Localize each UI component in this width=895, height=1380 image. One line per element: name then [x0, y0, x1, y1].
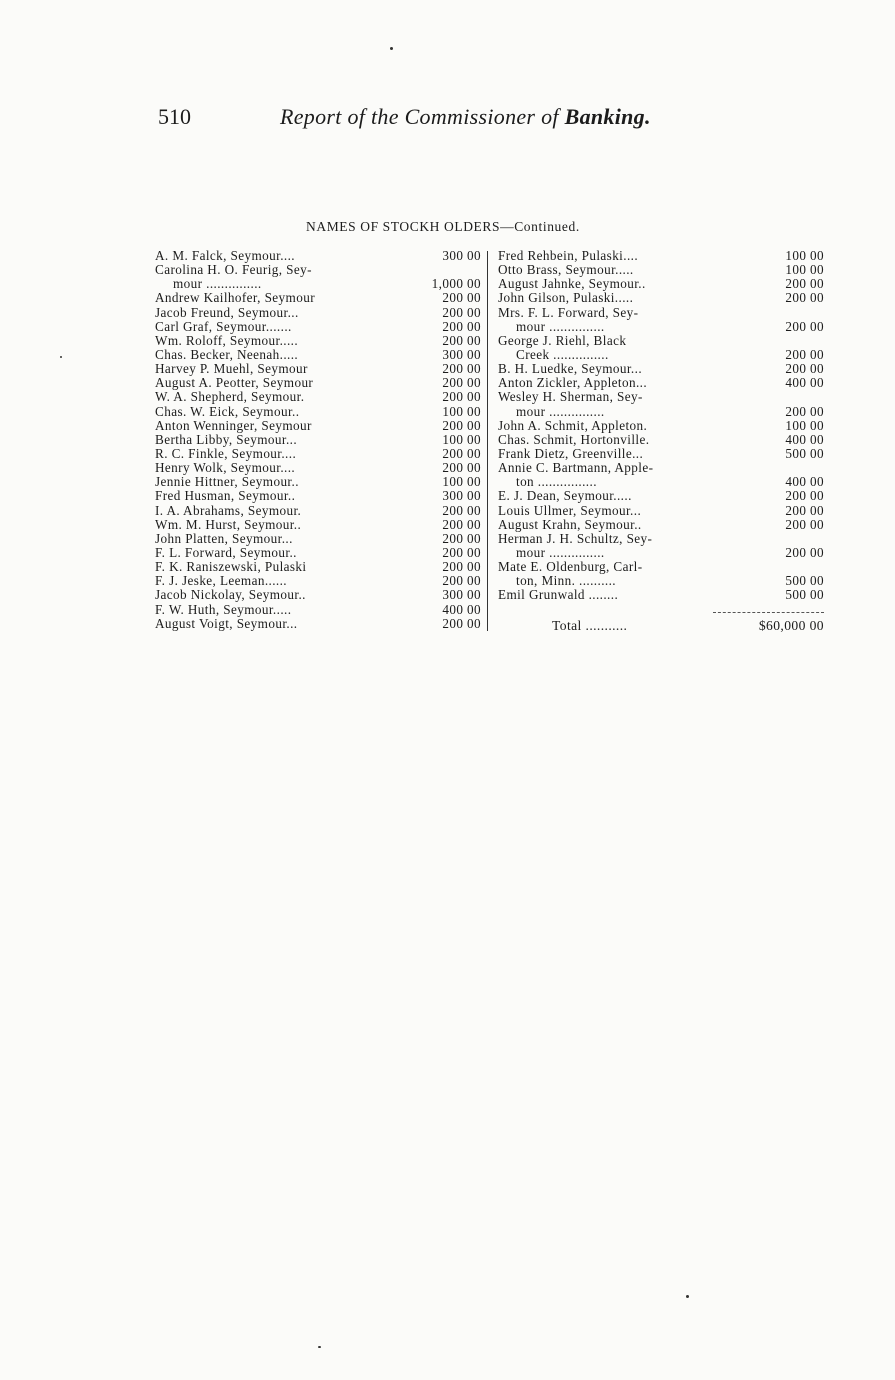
stockholder-amount — [750, 334, 824, 348]
stockholder-row — [498, 475, 824, 489]
stockholder-row — [498, 362, 824, 376]
stockholder-name: A. M. Falck, Seymour.... — [155, 249, 296, 263]
stockholder-name: Wm. Roloff, Seymour..... — [155, 333, 299, 348]
stockholder-row — [155, 348, 481, 362]
running-head-bold: Banking. — [564, 104, 651, 129]
stockholder-name: Creek ............... — [516, 347, 609, 362]
stockholder-row — [155, 306, 481, 320]
stockholder-amount: 200 00 — [442, 530, 481, 546]
stockholder-amount: 200 00 — [442, 361, 481, 377]
stockholder-row — [498, 532, 824, 546]
stockholder-row — [498, 348, 824, 362]
stockholder-name: R. C. Finkle, Seymour.... — [155, 446, 297, 461]
stockholder-name: Chas. W. Eick, Seymour.. — [155, 404, 300, 419]
stockholder-row — [498, 291, 824, 305]
stockholder-amount: 200 00 — [442, 332, 481, 348]
stockholder-amount — [750, 532, 824, 546]
stockholder-row — [155, 405, 481, 419]
stockholder-row — [155, 574, 481, 588]
table-title: NAMES OF STOCKH OLDERS—Continued. — [306, 219, 580, 234]
stockholder-amount: 100 00 — [785, 248, 824, 263]
stockholder-row — [498, 249, 824, 263]
stockholder-amount: 200 00 — [442, 460, 481, 476]
stockholder-amount: 200 00 — [785, 346, 824, 362]
stockholder-row — [498, 560, 824, 574]
left-column — [155, 249, 481, 631]
stockholder-row — [155, 489, 481, 503]
stockholder-amount: 200 00 — [442, 445, 481, 461]
stockholder-amount: 200 00 — [785, 318, 824, 334]
stockholder-row — [155, 504, 481, 518]
stockholder-name: F. K. Raniszewski, Pulaski — [155, 560, 307, 575]
stockholder-amount: 100 00 — [442, 431, 481, 447]
stockholder-name: Harvey P. Muehl, Seymour — [155, 362, 308, 377]
stockholder-amount: 200 00 — [785, 516, 824, 532]
stockholder-row — [155, 291, 481, 305]
stockholder-name: Chas. Becker, Neenah..... — [155, 347, 299, 362]
stockholder-row — [498, 433, 824, 447]
stockholder-row — [155, 546, 481, 560]
stockholder-row — [155, 376, 481, 390]
print-speck — [60, 356, 62, 358]
stockholder-name: Bertha Libby, Seymour... — [155, 432, 298, 447]
stockholder-name: Mrs. F. L. Forward, Sey- — [498, 305, 639, 320]
stockholder-name: Frank Dietz, Greenville... — [498, 446, 644, 461]
stockholder-row — [155, 263, 481, 277]
stockholder-name: ton ................ — [516, 475, 597, 490]
page-number: 510 — [158, 104, 191, 129]
stockholder-name: August A. Peotter, Seymour — [155, 376, 314, 391]
stockholder-amount: 200 00 — [442, 304, 481, 320]
print-speck — [390, 47, 393, 50]
stockholder-name: John Gilson, Pulaski..... — [498, 291, 634, 306]
stockholder-row — [155, 419, 481, 433]
stockholder-name: W. A. Shepherd, Seymour. — [155, 390, 305, 405]
stockholder-name: mour ............... — [516, 319, 605, 334]
stockholder-amount: 200 00 — [785, 290, 824, 306]
stockholder-amount: 500 00 — [785, 587, 824, 603]
stockholder-amount: 200 00 — [442, 389, 481, 405]
stockholder-name: John A. Schmit, Appleton. — [498, 418, 648, 433]
stockholder-name: George J. Riehl, Black — [498, 333, 627, 348]
stockholder-name: Emil Grunwald ........ — [498, 588, 619, 603]
stockholder-name: Henry Wolk, Seymour.... — [155, 461, 296, 476]
stockholder-name: mour ............... — [173, 277, 262, 292]
stockholder-name: mour ............... — [516, 404, 605, 419]
stockholder-name: Wesley H. Sherman, Sey- — [498, 390, 643, 405]
stockholder-amount: 200 00 — [442, 290, 481, 306]
stockholder-row — [155, 277, 481, 291]
stockholder-row — [155, 475, 481, 489]
right-column — [498, 249, 824, 603]
stockholder-name: E. J. Dean, Seymour..... — [498, 489, 632, 504]
stockholder-name: Carl Graf, Seymour....... — [155, 319, 292, 334]
stockholder-name: August Voigt, Seymour... — [155, 616, 298, 631]
stockholder-row — [498, 489, 824, 503]
stockholder-name: Anton Wenninger, Seymour — [155, 418, 312, 433]
stockholder-row — [498, 334, 824, 348]
stockholder-row — [498, 447, 824, 461]
total-label: Total ........... — [552, 618, 628, 633]
stockholder-amount: 1,000 00 — [431, 276, 481, 292]
stockholder-amount: 500 00 — [785, 573, 824, 589]
stockholder-row — [498, 574, 824, 588]
stockholder-name: Fred Rehbein, Pulaski.... — [498, 249, 639, 263]
running-head — [280, 104, 651, 130]
stockholder-amount: 200 00 — [785, 502, 824, 518]
stockholder-amount: 200 00 — [442, 544, 481, 560]
stockholder-name: Carolina H. O. Feurig, Sey- — [155, 263, 312, 278]
stockholder-name: Jacob Nickolay, Seymour.. — [155, 588, 306, 603]
stockholder-row — [498, 277, 824, 291]
stockholder-row — [498, 419, 824, 433]
stockholder-amount: 100 00 — [442, 403, 481, 419]
stockholder-name: August Krahn, Seymour.. — [498, 517, 642, 532]
stockholder-amount: 300 00 — [442, 248, 481, 263]
stockholder-row — [155, 334, 481, 348]
stockholder-amount: 200 00 — [442, 573, 481, 589]
stockholder-amount — [750, 560, 824, 574]
total-amount: $60,000 00 — [758, 618, 824, 633]
stockholder-name: B. H. Luedke, Seymour... — [498, 362, 643, 377]
stockholder-name: mour ............... — [516, 545, 605, 560]
stockholder-name: F. L. Forward, Seymour.. — [155, 545, 297, 560]
stockholder-amount — [750, 306, 824, 320]
stockholder-name: Chas. Schmit, Hortonville. — [498, 432, 650, 447]
stockholder-amount: 400 00 — [785, 474, 824, 490]
print-speck — [686, 1295, 689, 1298]
stockholder-amount: 100 00 — [442, 474, 481, 490]
total-rule — [713, 612, 824, 613]
stockholder-amount: 300 00 — [442, 587, 481, 603]
stockholder-name: I. A. Abrahams, Seymour. — [155, 503, 302, 518]
stockholder-row — [498, 546, 824, 560]
stockholder-amount: 400 00 — [442, 601, 481, 617]
stockholder-amount: 400 00 — [785, 431, 824, 447]
stockholder-row — [498, 518, 824, 532]
stockholder-row — [155, 518, 481, 532]
stockholder-row — [155, 617, 481, 631]
stockholder-name: F. W. Huth, Seymour..... — [155, 602, 292, 617]
stockholder-name: Jennie Hittner, Seymour.. — [155, 475, 299, 490]
stockholder-name: Annie C. Bartmann, Apple- — [498, 461, 654, 476]
stockholder-row — [155, 532, 481, 546]
stockholder-amount: 200 00 — [785, 403, 824, 419]
stockholder-row — [498, 263, 824, 277]
stockholder-amount: 200 00 — [785, 488, 824, 504]
stockholder-row — [155, 447, 481, 461]
stockholder-amount: 500 00 — [785, 445, 824, 461]
stockholder-name: John Platten, Seymour... — [155, 531, 293, 546]
stockholder-amount: 200 00 — [442, 516, 481, 532]
stockholder-amount: 400 00 — [785, 375, 824, 391]
stockholder-amount: 100 00 — [785, 262, 824, 278]
stockholder-amount: 200 00 — [442, 375, 481, 391]
stockholder-row — [155, 461, 481, 475]
stockholder-row — [155, 560, 481, 574]
stockholder-name: August Jahnke, Seymour.. — [498, 277, 646, 292]
stockholder-row — [155, 362, 481, 376]
stockholder-name: Herman J. H. Schultz, Sey- — [498, 531, 653, 546]
stockholder-row — [498, 376, 824, 390]
stockholder-amount: 200 00 — [785, 361, 824, 377]
stockholder-name: Anton Zickler, Appleton... — [498, 376, 648, 391]
stockholder-amount — [750, 461, 824, 475]
stockholder-amount: 300 00 — [442, 488, 481, 504]
column-divider — [487, 251, 488, 631]
stockholder-name: Louis Ullmer, Seymour... — [498, 503, 642, 518]
stockholder-amount — [411, 263, 481, 277]
stockholder-name: F. J. Jeske, Leeman...... — [155, 574, 288, 589]
stockholder-name: Jacob Freund, Seymour... — [155, 305, 299, 320]
stockholder-name: Fred Husman, Seymour.. — [155, 489, 296, 504]
stockholder-amount: 200 00 — [442, 615, 481, 631]
stockholder-row — [498, 320, 824, 334]
running-head-text: Report of the Commissioner of — [280, 104, 565, 129]
stockholder-name: Wm. M. Hurst, Seymour.. — [155, 517, 302, 532]
stockholder-amount: 100 00 — [785, 417, 824, 433]
stockholder-row — [498, 504, 824, 518]
stockholder-amount: 200 00 — [442, 502, 481, 518]
stockholder-row — [498, 405, 824, 419]
stockholder-name: Otto Brass, Seymour..... — [498, 263, 634, 278]
stockholder-amount: 200 00 — [442, 559, 481, 575]
stockholder-name: ton, Minn. .......... — [516, 574, 616, 589]
stockholder-amount — [750, 390, 824, 404]
stockholder-row — [155, 249, 481, 263]
stockholder-amount: 200 00 — [785, 544, 824, 560]
stockholder-row — [498, 390, 824, 404]
stockholder-row — [498, 461, 824, 475]
print-speck — [318, 1346, 321, 1348]
total-row — [498, 618, 824, 634]
stockholder-amount: 200 00 — [785, 276, 824, 292]
stockholder-row — [155, 320, 481, 334]
stockholder-row — [155, 588, 481, 602]
stockholder-amount: 300 00 — [442, 346, 481, 362]
stockholder-amount: 200 00 — [442, 417, 481, 433]
stockholder-row — [155, 603, 481, 617]
stockholder-row — [155, 433, 481, 447]
stockholder-amount: 200 00 — [442, 318, 481, 334]
stockholder-name: Mate E. Oldenburg, Carl- — [498, 560, 643, 575]
stockholder-row — [498, 588, 824, 602]
stockholder-name: Andrew Kailhofer, Seymour — [155, 291, 315, 306]
stockholder-row — [498, 306, 824, 320]
stockholder-row — [155, 390, 481, 404]
